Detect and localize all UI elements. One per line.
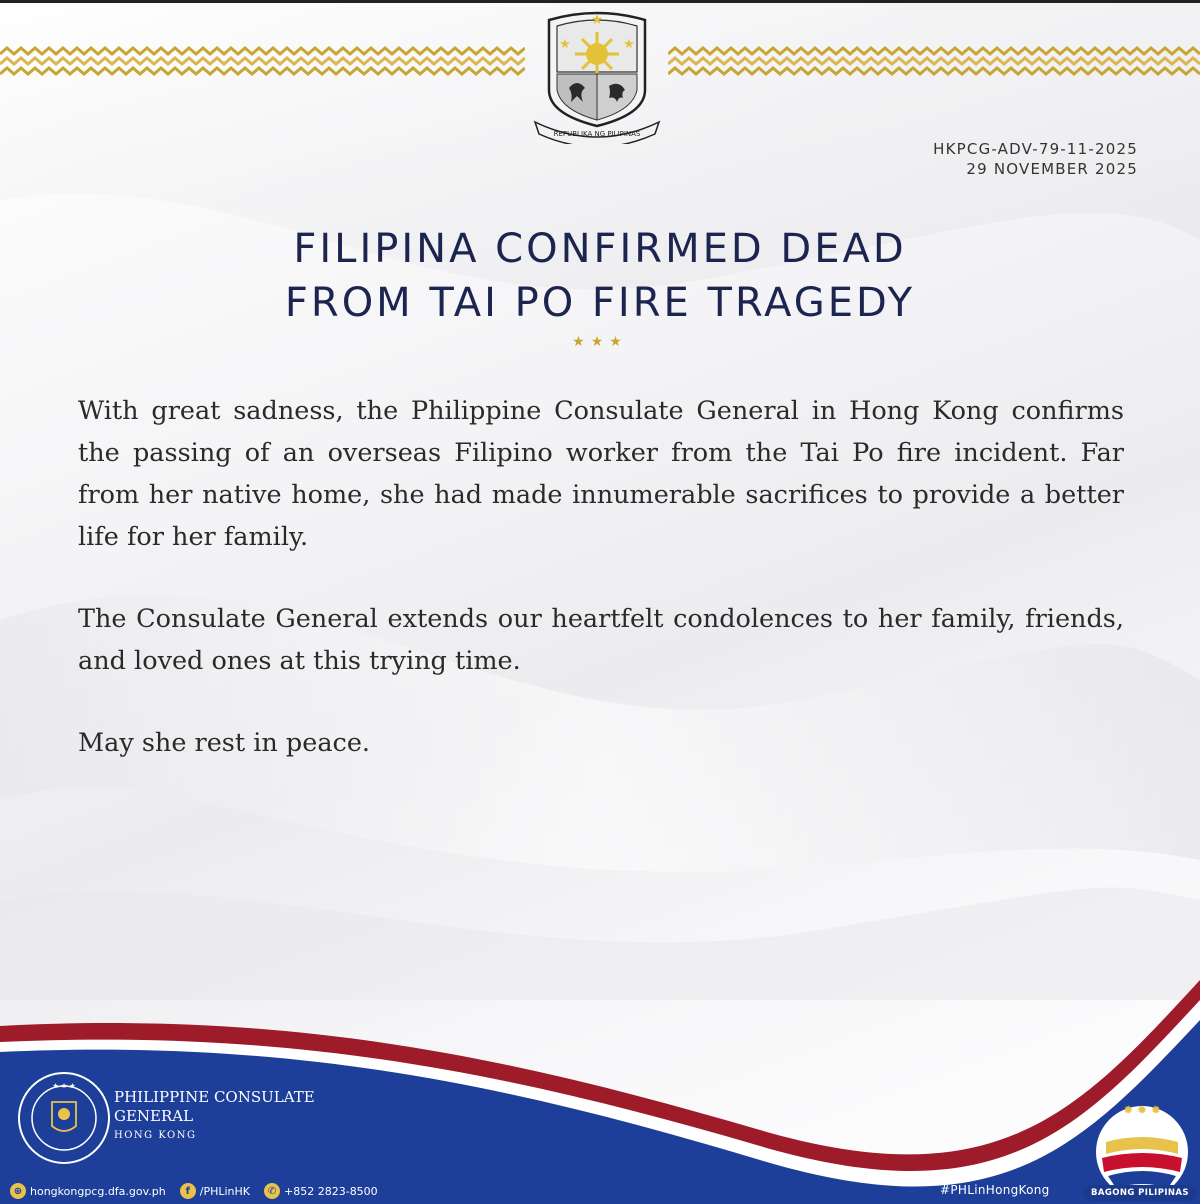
seal-scroll-text: REPUBLIKA NG PILIPINAS xyxy=(553,130,641,138)
reference-block xyxy=(933,139,1138,179)
consulate-seal xyxy=(16,1070,112,1166)
body-paragraph-3: May she rest in peace. xyxy=(78,728,371,758)
body-paragraph-1: With great sadness, the Philippine Consulate General in Hong Kong confirms the passing of an overseas Filipino worker from the Tai Po fire incident. Far from her native home, she had made innumerable sacrifices to provide a better life for her family. xyxy=(78,396,1124,552)
facebook-contact[interactable] xyxy=(180,1183,250,1199)
svg-text:★: ★ xyxy=(559,37,571,52)
advisory-body xyxy=(78,390,1124,804)
consulate-name xyxy=(114,1088,315,1145)
svg-text:★ ★ ★: ★ ★ ★ xyxy=(52,1082,76,1090)
consulate-name-line-3: HONG KONG xyxy=(114,1130,197,1141)
consulate-name-line-1: PHILIPPINE CONSULATE xyxy=(114,1088,315,1106)
hashtag-text: #PHLinHongKong xyxy=(940,1183,1050,1197)
advisory-date: 29 NOVEMBER 2025 xyxy=(966,160,1138,178)
website-text: hongkongpcg.dfa.gov.ph xyxy=(30,1184,166,1198)
phone-contact[interactable] xyxy=(264,1183,378,1199)
reference-number: HKPCG-ADV-79-11-2025 xyxy=(933,140,1138,158)
gold-ornament-left xyxy=(0,44,525,80)
phone-text: +852 2823-8500 xyxy=(284,1184,378,1198)
advisory-title xyxy=(0,222,1200,330)
bagong-pilipinas-logo xyxy=(1092,1092,1192,1200)
philippine-coat-of-arms-seal xyxy=(527,2,667,144)
contact-bar xyxy=(10,1181,392,1201)
title-divider-stars: ★★★ xyxy=(572,334,628,350)
facebook-text: /PHLinHK xyxy=(199,1184,251,1198)
facebook-icon: f xyxy=(180,1183,196,1199)
svg-text:✹ ✹ ✹: ✹ ✹ ✹ xyxy=(1123,1103,1161,1117)
svg-text:★: ★ xyxy=(623,37,635,52)
bagong-pilipinas-label: BAGONG PILIPINAS xyxy=(1084,1185,1196,1201)
svg-text:★: ★ xyxy=(590,12,604,28)
phone-icon: ✆ xyxy=(264,1183,280,1199)
body-paragraph-2: The Consulate General extends our heartfelt condolences to her family, friends, and loved ones at this trying time. xyxy=(78,604,1124,676)
website-contact[interactable] xyxy=(10,1183,166,1199)
gold-ornament-right xyxy=(668,44,1200,80)
globe-icon: ⊕ xyxy=(10,1183,26,1199)
title-line-1: FILIPINA CONFIRMED DEAD xyxy=(293,226,907,272)
consulate-name-line-2: GENERAL xyxy=(114,1107,194,1125)
title-line-2: FROM TAI PO FIRE TRAGEDY xyxy=(284,280,916,326)
